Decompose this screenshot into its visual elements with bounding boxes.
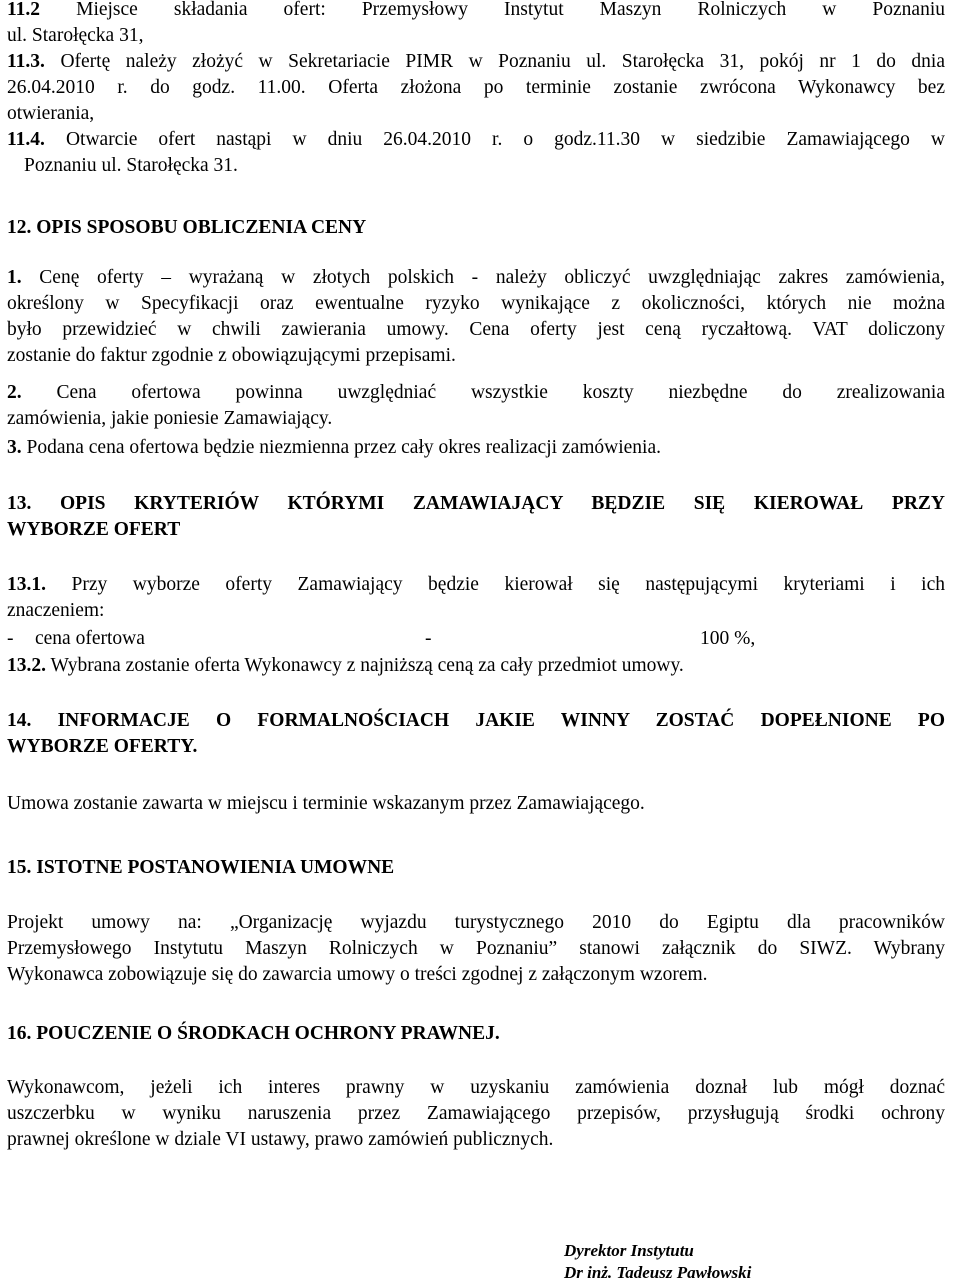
paragraph-line xyxy=(7,435,945,461)
section-14-text xyxy=(7,791,945,817)
paragraph-text: Miejsce składania ofert: Przemysłowy Instytut Maszyn Rolniczych w Poznaniu xyxy=(40,0,945,20)
section-12-item-1 xyxy=(7,265,945,369)
paragraph-line: znaczeniem: xyxy=(7,600,105,621)
paragraph-text: Cenę oferty – wyrażaną w złotych polskich - należy obliczyć uwzględniając zakres zamówienia, xyxy=(21,267,945,288)
section-12-item-3 xyxy=(7,435,945,461)
paragraph-text: Ofertę należy złożyć w Sekretariacie PIMR w Poznaniu ul. Starołęcka 31, pokój nr 1 do dnia xyxy=(44,51,945,72)
paragraph-line: Wykonawca zobowiązuje się do zawarcia umowy o treści zgodnej z załączonym wzorem. xyxy=(7,964,708,985)
paragraph-line xyxy=(7,127,945,153)
section-15-text xyxy=(7,910,945,988)
paragraph-line: prawnej określone w dziale VI ustawy, prawo zamówień publicznych. xyxy=(7,1129,554,1150)
paragraph-line: Przemysłowego Instytutu Maszyn Rolniczych w Poznaniu” stanowi załącznik do SIWZ. Wybrany xyxy=(7,938,945,959)
criteria-dash: - xyxy=(7,628,14,649)
item-number: 11.2 xyxy=(7,0,41,20)
item-number: 11.4. xyxy=(7,129,45,150)
section-12-heading: 12. OPIS SPOSOBU OBLICZENIA CENY xyxy=(7,217,367,238)
item-number: 1. xyxy=(7,267,22,288)
signature-title: Dyrektor Instytutu xyxy=(564,1241,694,1260)
item-number: 2. xyxy=(7,382,22,403)
paragraph-text: Wybrana zostanie oferta Wykonawcy z najniższą ceną za cały przedmiot umowy. xyxy=(46,655,684,676)
item-number: 13.2. xyxy=(7,655,46,676)
section-15-heading: 15. ISTOTNE POSTANOWIENIA UMOWNE xyxy=(7,857,395,878)
criteria-name: cena ofertowa xyxy=(35,628,145,649)
paragraph-line: ul. Starołęcka 31, xyxy=(7,25,144,46)
paragraph-line xyxy=(7,653,945,679)
paragraph-line xyxy=(7,380,945,406)
paragraph-line: zamówienia, jakie poniesie Zamawiający. xyxy=(7,408,333,429)
section-13-heading xyxy=(7,491,945,543)
paragraph-line: 26.04.2010 r. do godz. 11.00. Oferta złożona po terminie zostanie zwrócona Wykonawcy bez xyxy=(7,77,945,98)
item-number: 13.1. xyxy=(7,574,46,595)
paragraph-line: Poznaniu ul. Starołęcka 31. xyxy=(24,155,238,176)
paragraph-line: Projekt umowy na: „Organizację wyjazdu turystycznego 2010 do Egiptu dla pracowników xyxy=(7,912,945,933)
paragraph-text: Cena ofertowa powinna uwzględniać wszystkie koszty niezbędne do zrealizowania xyxy=(21,382,945,403)
section-11-item-2 xyxy=(7,0,945,49)
paragraph-line: zostanie do faktur zgodnie z obowiązującymi przepisami. xyxy=(7,345,456,366)
section-16-heading: 16. POUCZENIE O ŚRODKACH OCHRONY PRAWNEJ. xyxy=(7,1023,500,1044)
paragraph-line: Umowa zostanie zawarta w miejscu i terminie wskazanym przez Zamawiającego. xyxy=(7,793,645,814)
signature-name: Dr inż. Tadeusz Pawłowski xyxy=(564,1263,752,1282)
section-16-text xyxy=(7,1075,945,1153)
section-12-item-2 xyxy=(7,380,945,432)
criteria-separator: - xyxy=(425,628,432,649)
section-14-heading xyxy=(7,708,945,760)
paragraph-line: otwierania, xyxy=(7,103,95,124)
paragraph-line: było przewidzieć w chwili zawierania umowy. Cena oferty jest ceną ryczałtową. VAT doliczony xyxy=(7,319,945,340)
section-13-item-1 xyxy=(7,572,945,624)
paragraph-text: Otwarcie ofert nastąpi w dniu 26.04.2010 r. o godz.11.30 w siedzibie Zamawiającego w xyxy=(44,129,945,150)
criteria-value: 100 %, xyxy=(700,628,756,649)
paragraph-line: określony w Specyfikacji oraz ewentualne ryzyko wynikające z okoliczności, których nie można xyxy=(7,293,945,314)
paragraph-line: Wykonawcom, jeżeli ich interes prawny w uzyskaniu zamówienia doznał lub mógł doznać xyxy=(7,1077,945,1098)
paragraph-line xyxy=(7,49,945,75)
section-11-item-3 xyxy=(7,49,945,127)
section-11-item-4 xyxy=(7,127,945,179)
heading-line: WYBORZE OFERTY. xyxy=(7,736,198,757)
item-number: 3. xyxy=(7,437,22,458)
section-13-item-2 xyxy=(7,653,945,679)
heading-line: 13. OPIS KRYTERIÓW KTÓRYMI ZAMAWIAJĄCY BĘDZIE SIĘ KIEROWAŁ PRZY xyxy=(7,493,945,514)
heading-line: 14. INFORMACJE O FORMALNOŚCIACH JAKIE WINNY ZOSTAĆ DOPEŁNIONE PO xyxy=(7,710,945,731)
paragraph-line xyxy=(7,265,945,291)
item-number: 11.3. xyxy=(7,51,45,72)
paragraph-line xyxy=(7,572,945,598)
paragraph-line: uszczerbku w wyniku naruszenia przez Zamawiającego przepisów, przysługują środki ochrony xyxy=(7,1103,945,1124)
heading-line: WYBORZE OFERT xyxy=(7,519,181,540)
paragraph-text: Podana cena ofertowa będzie niezmienna przez cały okres realizacji zamówienia. xyxy=(21,437,661,458)
paragraph-text: Przy wyborze oferty Zamawiający będzie kierował się następującymi kryteriami i ich xyxy=(46,574,945,595)
paragraph-line xyxy=(7,0,945,23)
